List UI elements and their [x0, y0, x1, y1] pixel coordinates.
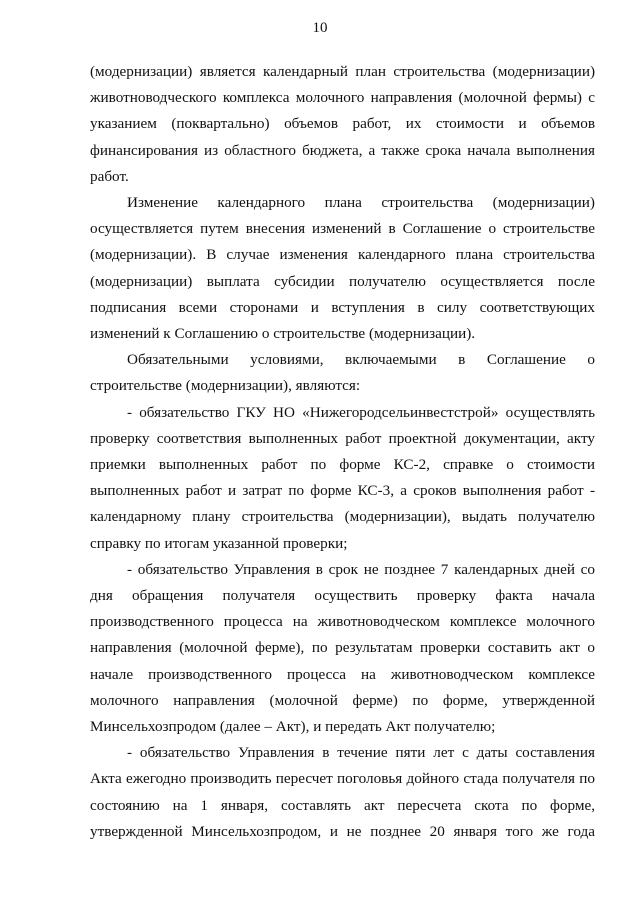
- text-line: указанием (поквартально) объемов работ, их стоимости и объемов: [90, 115, 595, 133]
- text-line: выполненных работ и затрат по форме КС-3, а сроков выполнения работ -: [90, 482, 595, 500]
- text-line: животноводческого комплекса молочного направления (молочной фермы) с: [90, 89, 595, 107]
- paragraph: [90, 400, 595, 557]
- text-line: молочного направления (молочной ферме) по форме, утвержденной: [90, 691, 595, 709]
- page-number: 10: [312, 20, 328, 36]
- text-line: справку по итогам указанной проверки;: [90, 534, 348, 552]
- text-line: производственного процесса на животноводческом комплексе молочного: [90, 613, 595, 631]
- text-line: Акта ежегодно производить пересчет поголовья дойного стада получателя по: [90, 770, 595, 788]
- text-line: - обязательство ГКУ НО «Нижегородсельинвестстрой» осуществлять: [127, 403, 595, 421]
- paragraph: [90, 59, 595, 190]
- text-line: (модернизации) выплата субсидии получателю осуществляется после: [90, 272, 595, 290]
- text-line: начале производственного процесса на животноводческом комплексе: [90, 665, 595, 683]
- text-line: Обязательными условиями, включаемыми в Соглашение о: [127, 351, 595, 369]
- text-line: осуществляется путем внесения изменений в Соглашение о строительстве: [90, 220, 595, 238]
- text-line: подписания всеми сторонами и вступления в силу соответствующих: [90, 298, 595, 316]
- text-line: приемки выполненных работ по форме КС-2, справке о стоимости: [90, 456, 595, 474]
- paragraph: [90, 190, 595, 347]
- text-line: направления (молочной ферме), по результатам проверки составить акт о: [90, 639, 595, 657]
- text-line: - обязательство Управления в течение пяти лет с даты составления: [127, 744, 595, 762]
- text-line: - обязательство Управления в срок не позднее 7 календарных дней со: [127, 560, 595, 578]
- text-line: дня обращения получателя осуществить проверку факта начала: [90, 587, 595, 605]
- paragraph: [90, 347, 595, 399]
- text-line: (модернизации) является календарный план строительства (модернизации): [90, 63, 595, 80]
- text-line: календарному плану строительства (модернизации), выдать получателю: [90, 508, 595, 526]
- text-line: Минсельхозпродом (далее – Акт), и передать Акт получателю;: [90, 718, 496, 736]
- text-line: изменений к Соглашению о строительстве (модернизации).: [90, 325, 476, 343]
- document-body: [90, 59, 595, 845]
- text-line: проверку соответствия выполненных работ проектной документации, акту: [90, 429, 595, 447]
- paragraph: [90, 740, 595, 845]
- paragraph: [90, 557, 595, 740]
- text-line: строительстве (модернизации), являются:: [90, 377, 361, 395]
- text-line: Изменение календарного плана строительства (модернизации): [127, 194, 595, 212]
- text-line: утвержденной Минсельхозпродом, и не позднее 20 января того же года: [90, 822, 595, 840]
- text-line: финансирования из областного бюджета, а также срока начала выполнения: [90, 141, 595, 159]
- text-line: работ.: [90, 167, 129, 185]
- text-line: состоянию на 1 января, составлять акт пересчета скота по форме,: [90, 796, 595, 814]
- text-line: (модернизации). В случае изменения календарного плана строительства: [90, 246, 595, 264]
